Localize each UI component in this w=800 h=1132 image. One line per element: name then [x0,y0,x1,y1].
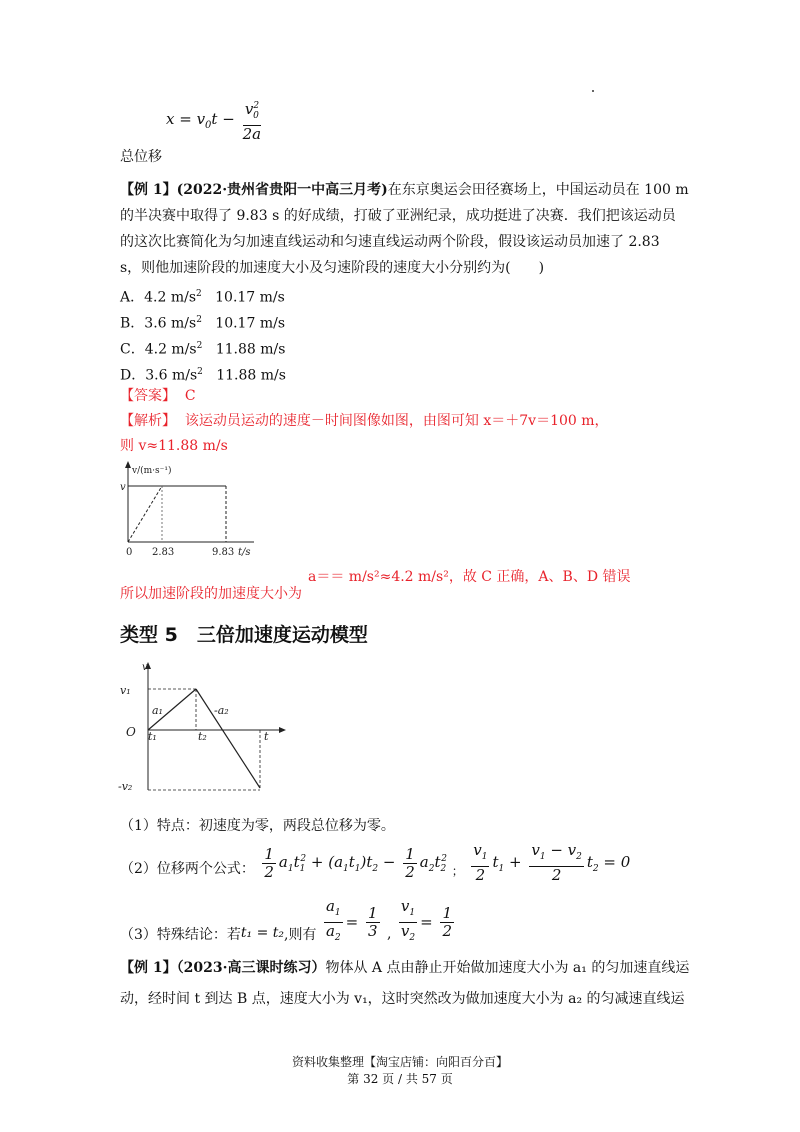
point-3-label: （3）特殊结论：若 [120,926,241,943]
example1-text-1: 在东京奥运会田径赛场上，中国运动员在 100 m [387,182,689,198]
diagram-t2: t₂ [198,730,207,743]
type5-heading: 类型 5 三倍加速度运动模型 [120,624,368,646]
vt-xlabel: t/s [238,547,251,558]
option-b: B．3.6 $m/s^2$ 10.17 m/s [120,315,286,332]
example1-line1 [120,180,689,200]
footer-source: 资料收集整理【淘宝店铺：向阳百分百】 [291,1055,508,1069]
calc-line: a＝＝ m/s²≈4.2 m/s²，故 C 正确，A、B、D 错误 [308,569,631,585]
option-c: C．4.2 $m/s^2$ 11.88 m/s [120,341,286,358]
point-3-then: ,则有 [284,926,317,943]
conclusion-line: 所以加速阶段的加速度大小为 [120,586,302,602]
answer-line: 【答案】 C [120,388,196,404]
ratio-v: $\frac{v_1}{v_2}$ = $\frac{1}{2}$ [400,897,452,943]
footer-page-number: 第 32 页 / 共 57 页 [347,1072,453,1086]
page-dot [592,90,594,92]
analysis-line1: 【解析】 该运动员运动的速度－时间图像如图，由图可知 x＝＋7v＝100 m， [120,413,609,429]
vt-chart [114,458,284,558]
example1-label: 【例 1】 [120,182,177,198]
answer-value: C [184,388,196,404]
diagram-origin: O [126,725,136,739]
option-a: A．4.2 $m/s^2$ 10.17 m/s [120,289,285,306]
vt-t1: 2.83 [152,547,175,558]
point-3-condition: t₁ = t₂ [240,924,285,941]
example1-source: (2022·贵州省贵阳一中高三月考) [176,182,388,198]
vt-t2: 9.83 [212,547,235,558]
vt-origin: 0 [126,547,133,558]
vt-ylabel: v/(m·s⁻¹) [132,466,172,476]
example1-line3: 的这次比赛简化为匀加速直线运动和匀速直线运动两个阶段，假设该运动员加速了 2.83 [120,234,660,250]
example2-source: （2023·高三课时练习） [176,960,326,976]
example1-line2: 的半决赛中取得了 9.83 s 的好成绩，打破了亚洲纪录，成功挺进了决赛．我们把该运动员 [120,208,676,224]
example2-line2: 动，经时间 t 到达 B 点，速度大小为 v₁，这时突然改为做加速度大小为 a₂ 的匀减速直线运 [120,991,685,1007]
point-2 [120,842,630,884]
example1-line4: s，则他加速阶段的加速度大小及匀速阶段的速度大小分别约为( ) [120,260,545,276]
diagram-v-axis: v [142,662,148,673]
displacement-formula-2: $\frac{v_1}{2}$ $t_1$ + $\frac{v_1 - v_2}{2}$ $t_2 = 0$ [473,841,631,884]
diagram-neg-a2: -a₂ [214,704,229,717]
example2-line1 [120,958,689,978]
ratio-a: $\frac{a_1}{a_2}$ = $\frac{1}{3}$ [325,897,378,943]
vt-v-label: v [120,482,126,493]
formula-separator: ； [451,863,464,878]
point-1: （1）特点：初速度为零，两段总位移为零。 [120,818,395,834]
analysis-line2: 则 v≈11.88 m/s [120,438,228,454]
example2-text-1: 物体从 A 点由静止开始做加速度大小为 a₁ 的匀加速直线运 [325,960,690,976]
type5-diagram [110,660,290,800]
point-3: （3）特殊结论：若t₁ = t₂,则有 $\frac{a_1}{a_2}$ = $\frac{1}{3}$ , $\frac{v_1}{v_2}$ = $\frac{1}{2}$ [120,898,457,947]
example2-label: 【例 1】 [120,960,177,976]
diagram-v1: v₁ [120,684,131,697]
diagram-t-axis: t [264,730,269,743]
top-formula: $x = v_0t$ − $\frac{v^2_0}{2a}$ [166,100,262,143]
displacement-formula-1: $\frac{1}{2}$ $a_1t_1^2 + (a_1t_1)t_2$ − $\frac{1}{2}$ $a_2t_2^2$ [264,844,447,881]
diagram-a1: a₁ [152,704,163,717]
option-d: D．3.6 $m/s^2$ 11.88 m/s [120,367,286,384]
diagram-neg-v2: -v₂ [118,780,133,793]
total-displacement-label: 总位移 [120,149,162,165]
diagram-t1: t₁ [148,730,157,743]
point-2-label: （2）位移两个公式： [120,861,255,877]
